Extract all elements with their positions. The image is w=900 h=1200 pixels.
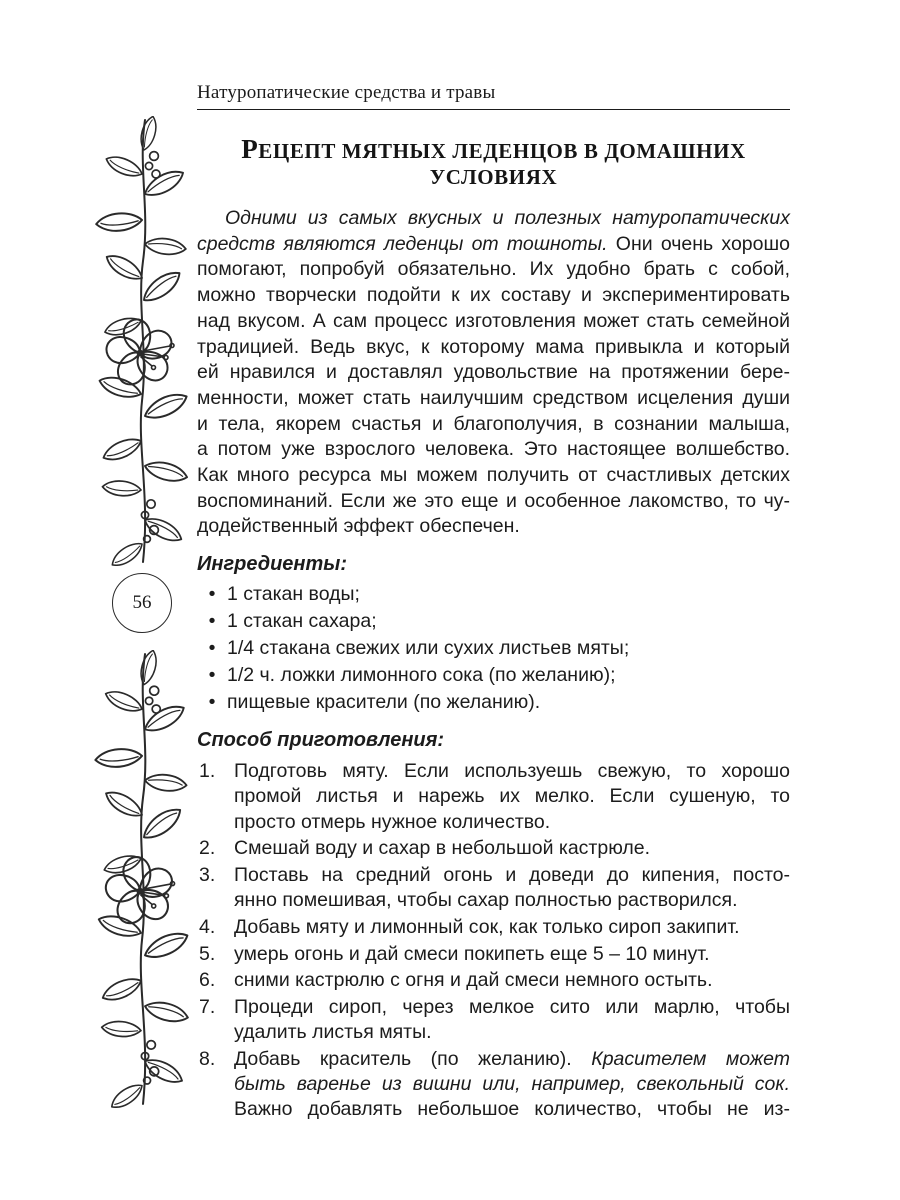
step-number: 6. [199,969,216,992]
text-line [197,257,790,283]
method-step [197,995,790,1045]
ingredient-item [197,581,790,608]
body-text: помогают, попробуй обязательно. Их удобно брать с собой, [197,258,790,281]
text-line [197,360,790,386]
method-step [197,759,790,835]
body-text: янно помешивая, чтобы сахар полностью растворился. [234,889,738,912]
body-text: сними кастрюлю с огня и дай смеси немного остыть. [234,969,713,992]
step-number: 3. [199,863,216,886]
page-number-badge [112,573,172,633]
italic-text: средств являются леденцы от тошноты. [197,232,608,255]
method-step [197,1047,790,1123]
step-number: 1. [199,760,216,783]
ingredient-text: 1/2 ч. ложки лимонного сока (по желанию); [227,664,616,687]
text-line [234,836,790,861]
method-step [197,836,790,861]
text-line [197,335,790,361]
text-line [197,283,790,309]
text-line [197,309,790,335]
body-text: Как много ресурса мы можем получить от счастливых детских [197,464,790,487]
step-text [234,942,790,967]
body-text: Процеди сироп, через мелкое сито или марлю, чтобы [234,995,790,1018]
body-text: можно творчески подойти к их составу и экспериментировать [197,284,790,307]
body-text: Подготовь мяту. Если используешь свежую, то хорошо [234,760,790,783]
body-text: додейственный эффект обеспечен. [197,515,520,538]
step-number: 5. [199,942,216,965]
text-line [234,888,790,913]
text-line [197,412,790,438]
step-text [234,836,790,861]
body-text: и тела, якорем счастья и благополучия, в сознании малыша, [197,412,790,435]
method-heading: Способ приготовления: [197,729,445,752]
step-number: 8. [199,1047,216,1070]
body-text: традицией. Ведь вкус, к которому мама привыкла и который [197,335,790,358]
step-text [234,995,790,1045]
running-header: Натуропатические средства и травы [197,82,790,110]
ingredient-text: 1 стакан воды; [227,583,360,606]
flower-vine-ornament-icon [86,116,200,566]
step-text [234,863,790,913]
italic-text: быть варенье из вишни или, например, свекольный сок. [234,1073,790,1096]
text-line [234,995,790,1020]
ingredients-heading: Ингредиенты: [197,553,348,576]
body-text: Добавь краситель (по желанию). [234,1047,592,1070]
step-text [234,915,790,940]
body-text: Они очень хорошо [607,232,790,255]
text-line [234,942,790,967]
body-text: над вкусом. А сам процесс изготовления может стать семейной [197,309,790,332]
step-number: 7. [199,995,216,1018]
text-line [234,915,790,940]
ingredient-item [197,662,790,689]
text-line [234,1072,790,1097]
bullet-icon: • [208,610,216,633]
ingredients-list [197,581,790,716]
text-line [197,514,790,540]
bullet-icon: • [208,664,216,687]
flower-vine-ornament-icon [86,650,200,1108]
method-step [197,942,790,967]
italic-text: Красителем может [591,1047,790,1070]
text-line [197,206,790,232]
step-text [234,968,790,993]
text-line [234,863,790,888]
text-line [197,463,790,489]
body-text: Смешай воду и сахар в небольшой кастрюле. [234,837,651,860]
method-steps [197,759,790,1122]
body-text: промой листья и нарежь их мелко. Если сушеную, то [234,785,790,808]
step-text [234,759,790,835]
bullet-icon: • [208,691,216,714]
page-title: РЕЦЕПТ МЯТНЫХ ЛЕДЕНЦОВ В ДОМАШНИХ УСЛОВИЯХ [241,134,746,189]
text-line [234,1020,790,1045]
intro-paragraph [197,206,790,540]
italic-text: Одними из самых вкусных и полезных натуропатических [225,207,790,229]
step-text [234,1047,790,1123]
method-step [197,863,790,913]
text-line [234,1097,790,1122]
page-content [197,0,790,1124]
body-text: Добавь мяту и лимонный сок, как только сироп закипит. [234,915,740,938]
body-text: ей нравился и доставлял удовольствие на протяжении бере- [197,361,790,384]
body-text: просто отмерь нужное количество. [234,810,551,833]
text-line [234,1047,790,1072]
bullet-icon: • [208,637,216,660]
ingredient-item [197,689,790,716]
body-text: умерь огонь и дай смеси покипеть еще 5 – 10 минут. [234,942,710,965]
ingredient-text: 1/4 стакана свежих или сухих листьев мяты; [227,637,630,660]
text-line [234,784,790,809]
body-text: Важно добавлять небольшое количество, чтобы не из- [234,1098,790,1121]
body-text: а потом уже взрослого человека. Это настоящее волшебство. [197,438,790,461]
text-line [197,386,790,412]
step-number: 2. [199,837,216,860]
ingredient-item [197,608,790,635]
method-step [197,915,790,940]
ingredient-text: 1 стакан сахара; [227,610,377,633]
text-line [197,489,790,515]
bullet-icon: • [208,583,216,606]
page-number: 56 [132,592,152,613]
text-line [234,968,790,993]
text-line [197,232,790,258]
text-line [197,437,790,463]
ingredient-text: пищевые красители (по желанию). [227,691,541,714]
text-line [234,759,790,784]
body-text: менности, может стать наилучшим средством исцеления души [197,386,790,409]
ingredient-item [197,635,790,662]
step-number: 4. [199,915,216,938]
body-text: воспоминаний. Если же это еще и особенное лакомство, то чу- [197,489,790,512]
body-text: Поставь на средний огонь и доведи до кипения, посто- [234,863,790,886]
body-text: удалить листья мяты. [234,1021,432,1044]
method-step [197,968,790,993]
text-line [234,810,790,835]
